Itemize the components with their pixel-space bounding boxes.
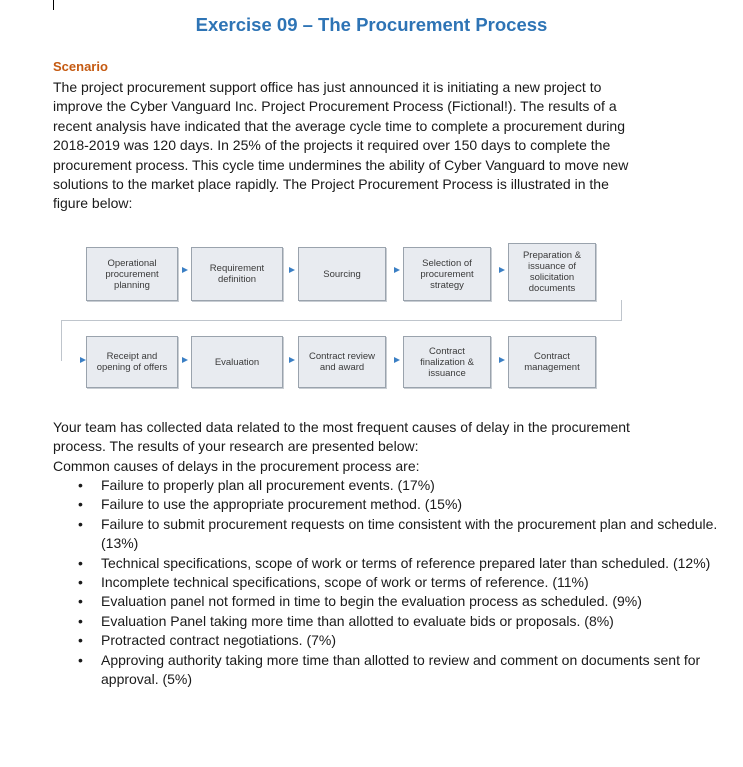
flow-step-procurement-strategy: Selection of procurement strategy: [403, 247, 491, 301]
list-item: • Failure to use the appropriate procurement method. (15%): [101, 495, 721, 514]
flow-arrow-icon: [182, 267, 188, 273]
flow-step-solicitation-documents: Preparation & issuance of solicitation documents: [508, 243, 596, 301]
flow-arrow-icon: [499, 357, 505, 363]
flow-step-contract-review: Contract review and award: [298, 336, 386, 388]
flow-arrow-icon: [499, 267, 505, 273]
flow-step-requirement-definition: Requirement definition: [191, 247, 283, 301]
flow-arrow-icon: [394, 267, 400, 273]
flow-step-evaluation: Evaluation: [191, 336, 283, 388]
list-item: • Evaluation panel not formed in time to begin the evaluation process as scheduled. (9%): [101, 592, 721, 611]
flow-step-contract-management: Contract management: [508, 336, 596, 388]
flow-step-sourcing: Sourcing: [298, 247, 386, 301]
flow-arrow-icon: [394, 357, 400, 363]
scenario-paragraph: The project procurement support office has just announced it is initiating a new project to improve the Cyber Vanguard Inc. Project Procurement Process (Fictional!). The results of a recent analysis have indicated that the average cycle time to complete a procurement during 2018-2019 was 120 days. In 25% of the projects it required over 150 days to complete the procurement process. This cycle time undermines the ability of Cyber Vanguard to move new solutions to the market place rapidly. The Project Procurement Process is illustrated in the figure below:: [53, 79, 629, 212]
list-item: • Approving authority taking more time than allotted to review and comment on documents sent for approval. (5%): [101, 651, 721, 690]
list-item: • Protracted contract negotiations. (7%): [101, 631, 721, 650]
list-item: • Failure to submit procurement requests on time consistent with the procurement plan and schedule. (13%): [101, 515, 721, 554]
list-item: • Technical specifications, scope of work or terms of reference prepared later than scheduled. (12%): [101, 554, 721, 573]
flow-step-operational-planning: Operational procurement planning: [86, 247, 178, 301]
flow-arrow-icon: [289, 267, 295, 273]
text-cursor: [53, 0, 54, 10]
page-title: Exercise 09 – The Procurement Process: [195, 14, 548, 35]
flow-step-contract-finalization: Contract finalization & issuance: [403, 336, 491, 388]
list-item: • Failure to properly plan all procurement events. (17%): [101, 476, 721, 495]
list-item: • Evaluation Panel taking more time than allotted to evaluate bids or proposals. (8%): [101, 612, 721, 631]
scenario-heading: Scenario: [53, 59, 108, 74]
list-item: • Incomplete technical specifications, scope of work or terms of reference. (11%): [101, 573, 721, 592]
row-connector-right: [563, 300, 622, 321]
flow-arrow-icon: [182, 357, 188, 363]
causes-list: [53, 476, 721, 689]
data-intro-paragraph: Your team has collected data related to the most frequent causes of delay in the procurement process. The results of your research are presented below:: [53, 419, 630, 455]
procurement-process-diagram: [58, 243, 628, 388]
flow-arrow-icon: [289, 357, 295, 363]
flow-step-receipt-of-offers: Receipt and opening of offers: [86, 336, 178, 388]
list-intro: Common causes of delays in the procurement process are:: [53, 458, 420, 474]
